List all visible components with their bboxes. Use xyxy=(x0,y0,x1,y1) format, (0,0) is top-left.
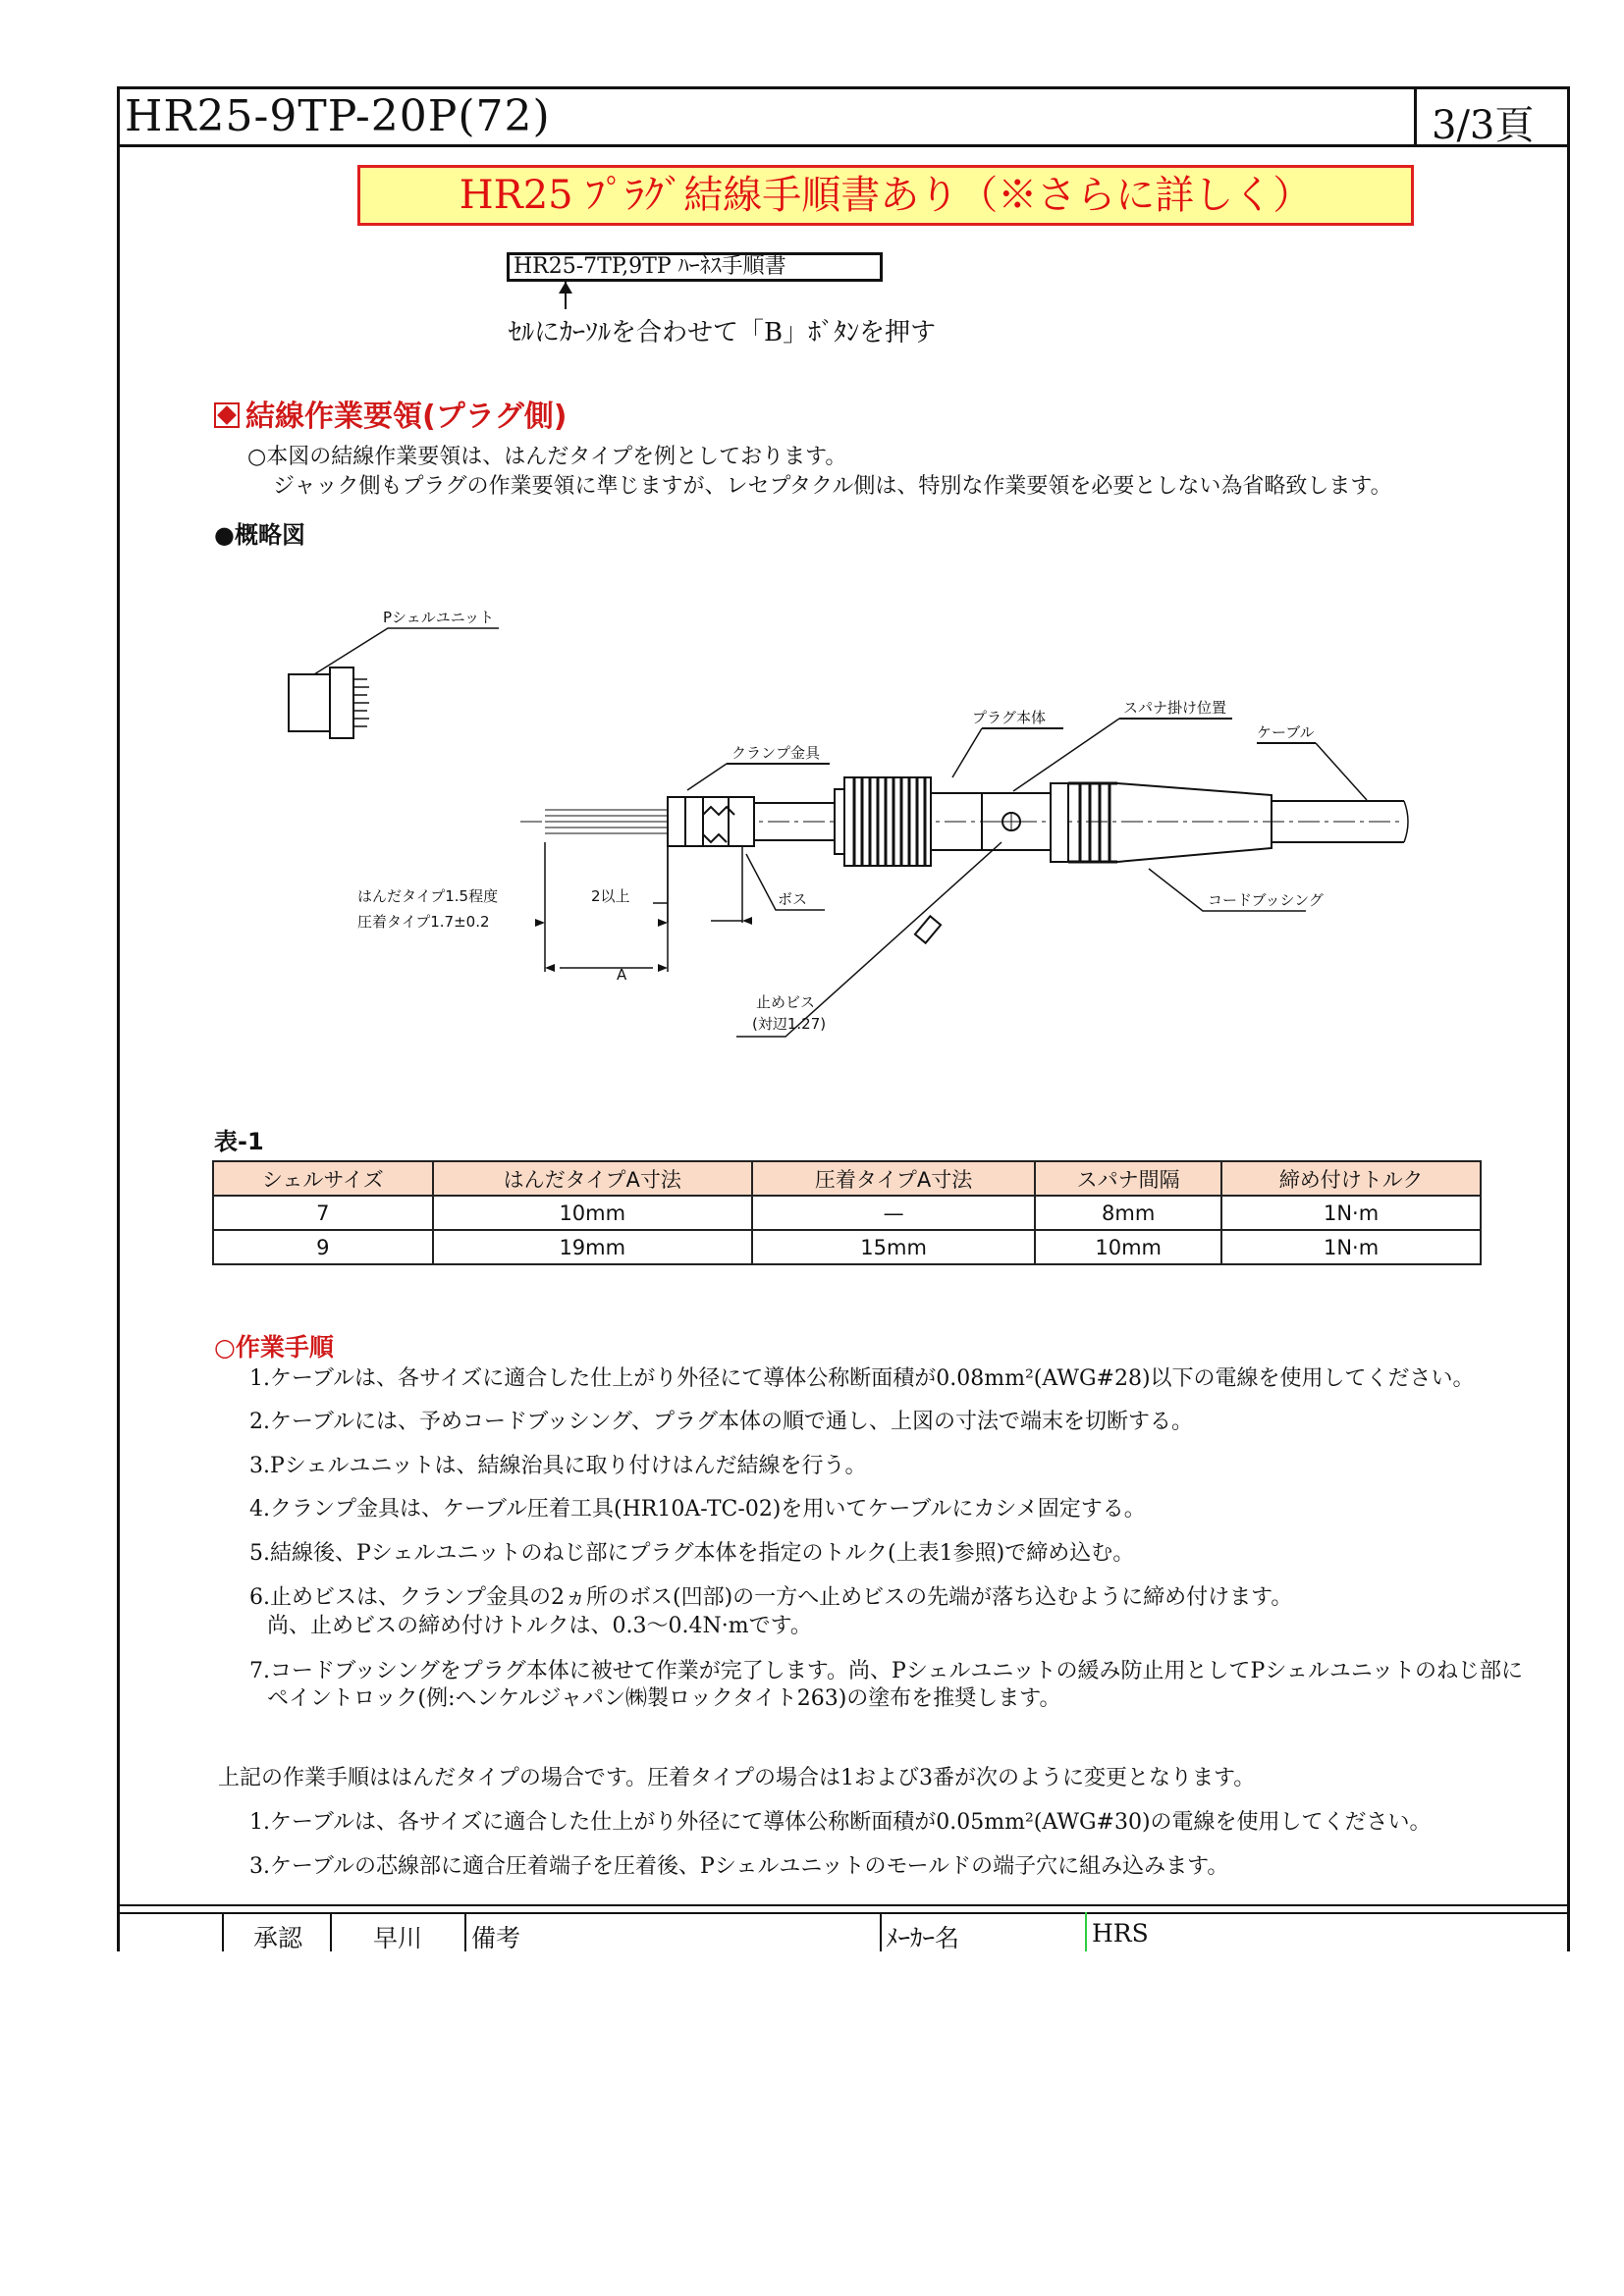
arrow-stem xyxy=(565,282,567,309)
table-cell: 1N·m xyxy=(1221,1230,1481,1264)
footer-divider xyxy=(1085,1912,1087,1951)
table-cell: 9 xyxy=(213,1230,433,1264)
col-shell-size: シェルサイズ xyxy=(213,1161,433,1196)
footer-divider xyxy=(330,1912,332,1951)
harness-procedure-link[interactable]: HR25-7TP,9TP ﾊｰﾈｽ手順書 xyxy=(507,252,883,282)
label-set-screw: 止めビス xyxy=(756,993,816,1011)
frame-left xyxy=(117,86,120,1951)
footer-divider xyxy=(880,1912,882,1951)
crimp-step-3: 3.ケーブルの芯線部に適合圧着端子を圧着後、Pシェルユニットのモールドの端子穴に組み込みます。 xyxy=(249,1854,1229,1879)
frame-right xyxy=(1567,86,1570,1951)
crimp-note: 上記の作業手順ははんだタイプの場合です。圧着タイプの場合は1および3番が次のように変更となります。 xyxy=(218,1766,1256,1790)
overview-title: ●概略図 xyxy=(214,521,305,549)
header-page-divider xyxy=(1414,86,1417,146)
label-clamp: クランプ金具 xyxy=(731,744,821,762)
table-cell: 15mm xyxy=(752,1230,1035,1264)
col-torque: 締め付けトルク xyxy=(1221,1161,1481,1196)
label-crimp-length: 圧着タイプ1.7±0.2 xyxy=(357,913,490,931)
step-5: 5.結線後、Pシェルユニットのねじ部にプラグ本体を指定のトルク(上表1参照)で締め込む。 xyxy=(249,1541,1135,1566)
footer-approver: 早川 xyxy=(373,1924,423,1952)
footer-remarks-label: 備考 xyxy=(471,1924,521,1952)
procedure-banner: HR25 ﾌﾟﾗｸﾞ結線手順書あり（※さらに詳しく） xyxy=(357,165,1414,226)
footer-maker: HRS xyxy=(1092,1919,1149,1948)
crimp-step-1: 1.ケーブルは、各サイズに適合した仕上がり外径にて導体公称断面積が0.05mm²(AWG#30)の電線を使用してください。 xyxy=(249,1810,1432,1835)
label-p-shell: Pシェルユニット xyxy=(383,609,495,626)
col-solder-a: はんだタイプA寸法 xyxy=(433,1161,752,1196)
table-caption: 表-1 xyxy=(214,1128,264,1155)
label-set-screw-size: (対辺1.27) xyxy=(752,1015,827,1033)
step-4: 4.クランプ金具は、ケーブル圧着工具(HR10A-TC-02)を用いてケーブルにカシメ固定する。 xyxy=(249,1497,1146,1522)
step-7-cont: ペイントロック(例:ヘンケルジャパン㈱製ロックタイト263)の塗布を推奨します。 xyxy=(267,1686,1061,1711)
document-title: HR25-9TP-20P(72) xyxy=(125,91,551,141)
table-cell: 10mm xyxy=(433,1196,752,1230)
table-cell: 1N·m xyxy=(1221,1196,1481,1230)
link-hint: ｾﾙにｶｰｿﾙを合わせて「B」ﾎﾞﾀﾝを押す xyxy=(509,318,937,347)
step-3: 3.Pシェルユニットは、結線治具に取り付けはんだ結線を行う。 xyxy=(249,1454,867,1478)
table-cell: 19mm xyxy=(433,1230,752,1264)
table-cell: 8mm xyxy=(1035,1196,1221,1230)
label-plug-body: プラグ本体 xyxy=(972,709,1047,726)
footer-approve-label: 承認 xyxy=(253,1924,303,1952)
table-cell: — xyxy=(752,1196,1035,1230)
label-cable: ケーブル xyxy=(1257,723,1315,741)
footer-maker-label: ﾒｰｶｰ名 xyxy=(886,1924,960,1952)
label-2-min: 2以上 xyxy=(591,887,630,905)
label-cord-bushing: コードブッシング xyxy=(1208,891,1324,909)
spec-table xyxy=(212,1160,1482,1265)
frame-top xyxy=(117,86,1570,89)
table-row xyxy=(213,1230,1481,1264)
intro-text xyxy=(247,443,1392,502)
step-6: 6.止めビスは、クランプ金具の2ヵ所のボス(凹部)の一方へ止めビスの先端が落ち込むように締め付けます。 xyxy=(249,1585,1293,1610)
table-cell: 10mm xyxy=(1035,1230,1221,1264)
step-2: 2.ケーブルには、予めコードブッシング、プラグ本体の順で通し、上図の寸法で端末を切断する。 xyxy=(249,1410,1193,1434)
section-title xyxy=(214,392,567,435)
col-spanner: スパナ間隔 xyxy=(1035,1161,1221,1196)
label-spanner-position: スパナ掛け位置 xyxy=(1123,699,1227,717)
col-crimp-a: 圧着タイプA寸法 xyxy=(752,1161,1035,1196)
footer-divider xyxy=(464,1912,466,1951)
footer-line xyxy=(117,1904,1570,1906)
table-header-row xyxy=(213,1161,1481,1196)
header-divider-line xyxy=(117,144,1570,147)
diamond-icon xyxy=(214,402,240,428)
label-boss: ボス xyxy=(778,890,808,908)
steps-title: ○作業手順 xyxy=(214,1333,334,1362)
section-title-text: 結線作業要領(プラグ側) xyxy=(245,400,568,434)
step-7: 7.コードブッシングをプラグ本体に被せて作業が完了します。尚、Pシェルユニットの緩み防止用としてPシェルユニットのねじ部に xyxy=(249,1659,1524,1683)
table-cell: 7 xyxy=(213,1196,433,1230)
intro-line-1: ○本図の結線作業要領は、はんだタイプを例としております。 xyxy=(247,445,847,469)
footer-divider xyxy=(222,1912,224,1951)
intro-line-2: ジャック側もプラグの作業要領に準じますが、レセプタクル側は、特別な作業要領を必要としない為省略致します。 xyxy=(273,474,1392,499)
label-solder-length: はんだタイプ1.5程度 xyxy=(357,887,499,905)
footer-line xyxy=(117,1912,1570,1914)
step-1: 1.ケーブルは、各サイズに適合した仕上がり外径にて導体公称断面積が0.08mm²(AWG#28)以下の電線を使用してください。 xyxy=(249,1366,1475,1391)
label-dimension-a: A xyxy=(617,966,627,984)
connector-diagram xyxy=(275,589,1453,1080)
step-6-note: 尚、止めビスの締め付けトルクは、0.3～0.4N·mです。 xyxy=(267,1614,812,1638)
page-number: 3/3頁 xyxy=(1432,103,1535,148)
table-row xyxy=(213,1196,1481,1230)
